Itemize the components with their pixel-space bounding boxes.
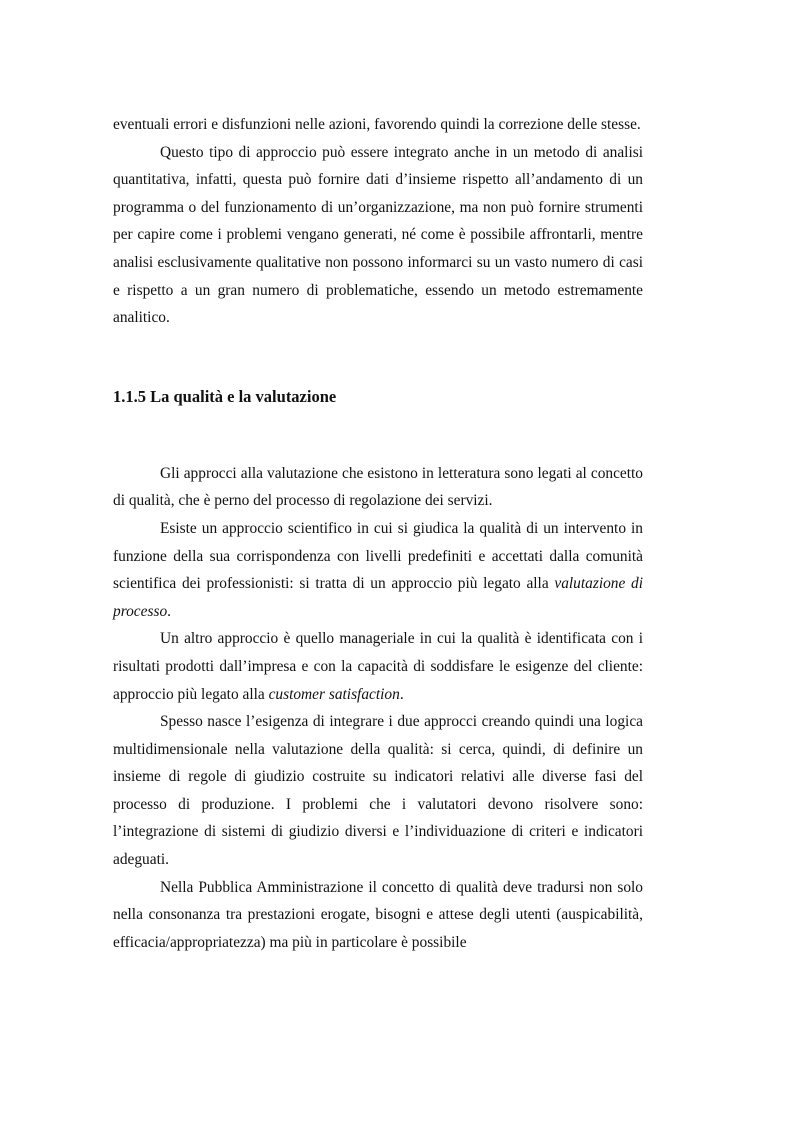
paragraph-text: Esiste un approccio scientifico in cui si giudica la qualità di un intervento in funzione della sua corrispondenza con livelli predefiniti e accettati dalla comunità scientifica dei professionisti: si tratta di un approccio più legato alla — [113, 519, 643, 593]
spacer — [113, 408, 643, 460]
italic-term-customer-satisfaction: customer satisfaction — [268, 685, 400, 703]
paragraph-managerial-approach — [113, 625, 643, 708]
spacer — [113, 332, 643, 386]
document-page — [113, 111, 643, 956]
paragraph-continuation: eventuali errori e disfunzioni nelle azioni, favorendo quindi la correzione delle stesse. — [113, 116, 641, 133]
paragraph-end: . — [399, 685, 404, 703]
paragraph-multidimensional-logic: Spesso nasce l’esigenza di integrare i due approcci creando quindi una logica multidimensionale nella valutazione della qualità: si cerca, quindi, di definire un insieme di regole di giudizio costruite su indicatori relativi alle diverse fasi del processo di produzione. I problemi che i valutatori devono risolvere sono: l’integrazione di sistemi di giudizio diversi e l’individuazione di criteri e indicatori adeguati. — [113, 713, 643, 869]
paragraph-public-administration: Nella Pubblica Amministrazione il concetto di qualità deve tradursi non solo nella consonanza tra prestazioni erogate, bisogni e attese degli utenti (auspicabilità, efficacia/appropriatezza) ma più in particolare è possibile — [113, 878, 643, 951]
paragraph-quantitative-integration: Questo tipo di approccio può essere integrato anche in un metodo di analisi quantitativa, infatti, questa può fornire dati d’insieme rispetto all’andamento di un programma o del funzionamento di un’organizzazione, ma non può fornire strumenti per capire come i problemi vengano generati, né come è possibile affrontarli, mentre analisi esclusivamente qualitative non possono informarci su un vasto numero di casi e rispetto a un gran numero di problematiche, essendo un metodo estremamente analitico. — [113, 143, 643, 327]
italic-term-process-evaluation: valutazione di processo — [113, 575, 644, 620]
paragraph-scientific-approach — [113, 515, 643, 625]
section-heading: 1.1.5 La qualità e la valutazione — [113, 386, 337, 406]
paragraph-end: . — [167, 602, 172, 620]
paragraph-approaches-quality: Gli approcci alla valutazione che esistono in letteratura sono legati al concetto di qualità, che è perno del processo di regolazione dei servizi. — [113, 464, 643, 510]
paragraph-text: Un altro approccio è quello manageriale in cui la qualità è identificata con i risultati prodotti dall’impresa e con la capacità di soddisfare le esigenze del cliente: approccio più legato alla — [113, 630, 643, 703]
